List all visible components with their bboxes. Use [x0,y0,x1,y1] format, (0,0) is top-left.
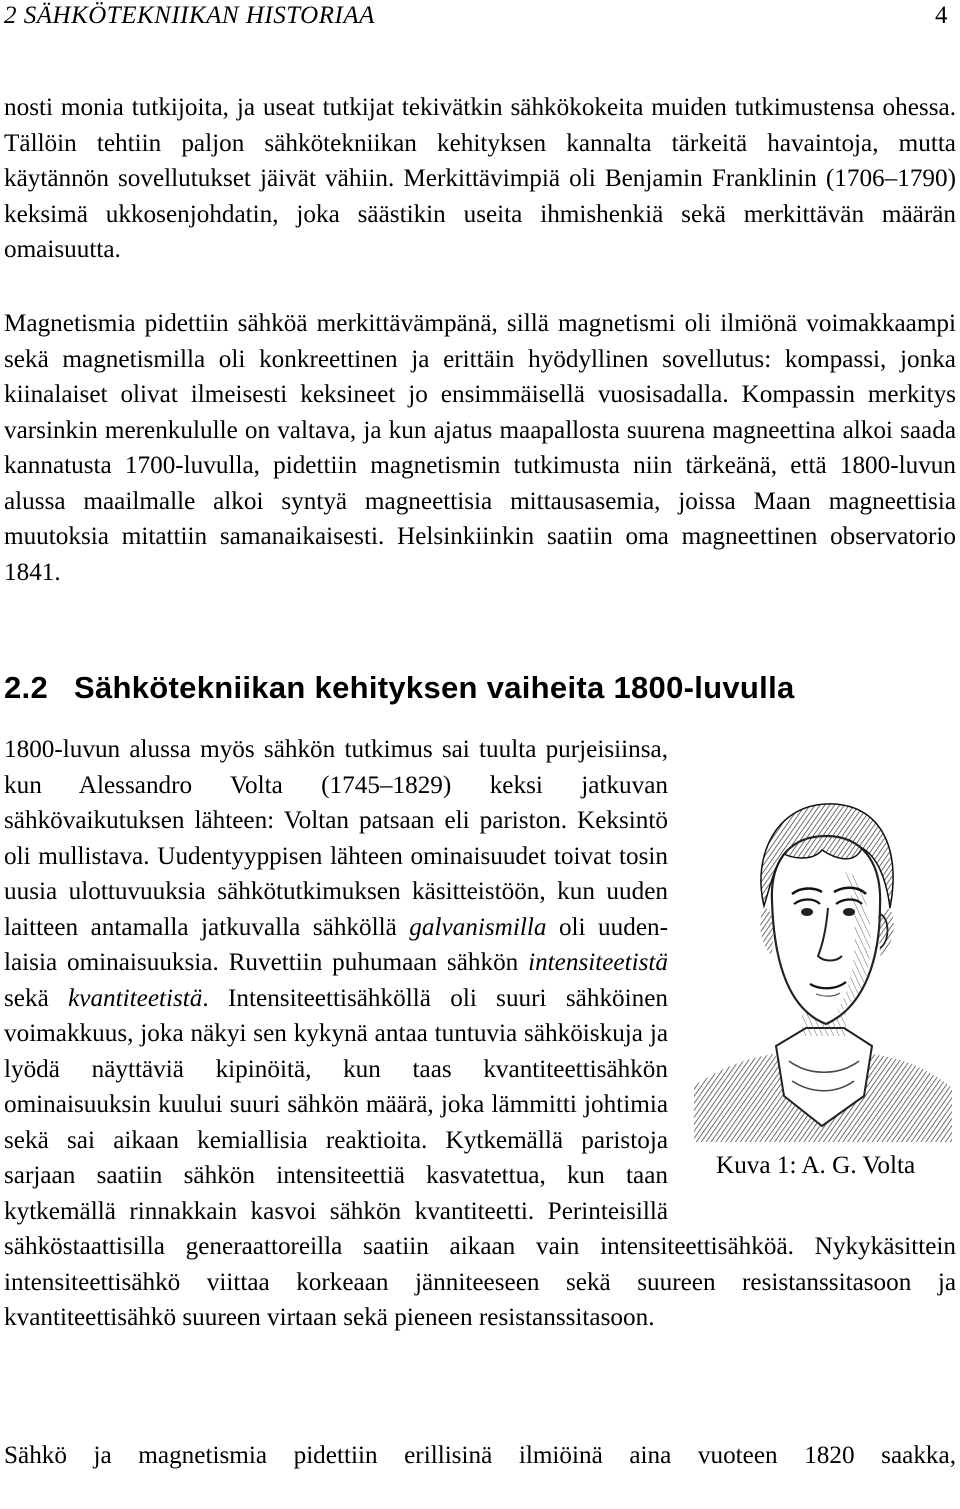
paragraph-magnetism: Magnetismia pidettiin sähköä merkittävämpänä, sillä magnetismi oli ilmiönä voimakkaampi sekä magnetismilla oli konkreettinen ja erittäin hyödyllinen sovellutus: kompassi, jonka kiinalaiset olivat ilmeisesti keksineet jo ensimmäisellä vuosisadalla. Kompassin merkitys varsinkin merenkululle on valtava, ja kun ajatus maapallosta suurena magneettina alkoi saada kannatusta 1700-luvulla, pidettiin magnetismin tutkimusta niin tärkeänä, että 1800-luvun alussa maailmalle alkoi syntyä magneettisia mittausasemia, joissa Maan magneettisia muutoksia mitattiin samanaikaisesti. Helsinkiinkin saatiin oma magneettinen observatorio 1841. [4,310,956,586]
paragraph-volta-text-1: 1800-luvun alussa myös sähkön tutkimus sai tuulta purjeisiinsa, kun Alessandro Volta (1745–1829) keksi jatkuvan sähkövaikutuksen lähteen: Voltan patsaan eli pariston. Keksintö oli mullistava. Uudentyyppisen lähteen ominaisuudet toivat tosin uusia ulottuvuuksia sähkötutkimuksen käsitteistöön, kun uuden laitteen antamalla jatkuvalla sähköllä [4,736,668,941]
page-number: 4 [935,2,948,29]
section-title: Sähkötekniikan kehityksen vaiheita 1800-luvulla [74,670,795,705]
figure-caption: Kuva 1: A. G. Volta [716,1152,916,1179]
paragraph-volta-text-3: sekä [4,984,69,1012]
term-kvantiteetista: kvantiteetistä [68,984,203,1012]
figure-volta [686,760,956,1190]
paragraph-volta-text-4: . Intensiteettisähköllä oli suuri sähköinen voimakkuus, joka näkyi sen kykynä antaa tuntuvia sähköiskuja ja lyödä näyttäviä kipinöitä, kun taas kvantiteettisähkön ominaisuuksin kuului suuri sähkön määrä, joka lämmitti johtimia sekä sai aikaan kemiallisia reaktioita. Kytkemällä paristoja sarjaan saatiin sähkön intensiteettiä kasvatettua, kun taan kytkemällä rinnakkain kasvoi sähkön kvantiteetti. Perinteisillä sähköstaattisilla generaattoreilla saatiin aikaan vain intensiteettisähköä. Nykykäsittein intensiteettisähkö viittaa korkeaan jänniteeseen sekä suureen resistanssitasoon ja kvantiteettisähkö suureen virtaan sekä pieneen resistanssitasoon. [4,984,956,1331]
section-heading [4,670,795,706]
paragraph-franklin: nosti monia tutkijoita, ja useat tutkijat tekivätkin sähkökokeita muiden tutkimustensa ohessa. Tällöin tehtiin paljon sähkötekniikan kehityksen kannalta tärkeitä havaintoja, mutta käytännön sovellutukset jäivät vähiin. Merkittävimpiä oli Benjamin Franklinin (1706–1790) keksimä ukkosenjohdatin, joka säästikin useita ihmishenkiä sekä merkittävän määrän omaisuutta. [4,94,956,263]
portrait-engraving-icon [694,796,952,1142]
term-galvanismilla: galvanismilla [409,913,547,941]
paragraph-volta-text-2: oli uudenlaisia ominaisuuksia. Ruvettiin puhumaan sähkön [4,913,668,976]
running-header [4,2,956,38]
term-intensiteetista: intensiteetistä [528,949,668,976]
section-number: 2.2 [4,670,48,705]
paragraph-electromagnetism: Sähkö ja magnetismia pidettiin erillisinä ilmiöinä aina vuoteen 1820 saakka, [4,1442,956,1469]
chapter-title: 2 SÄHKÖTEKNIIKAN HISTORIAA [4,2,375,29]
paragraph-volta [4,732,956,1336]
